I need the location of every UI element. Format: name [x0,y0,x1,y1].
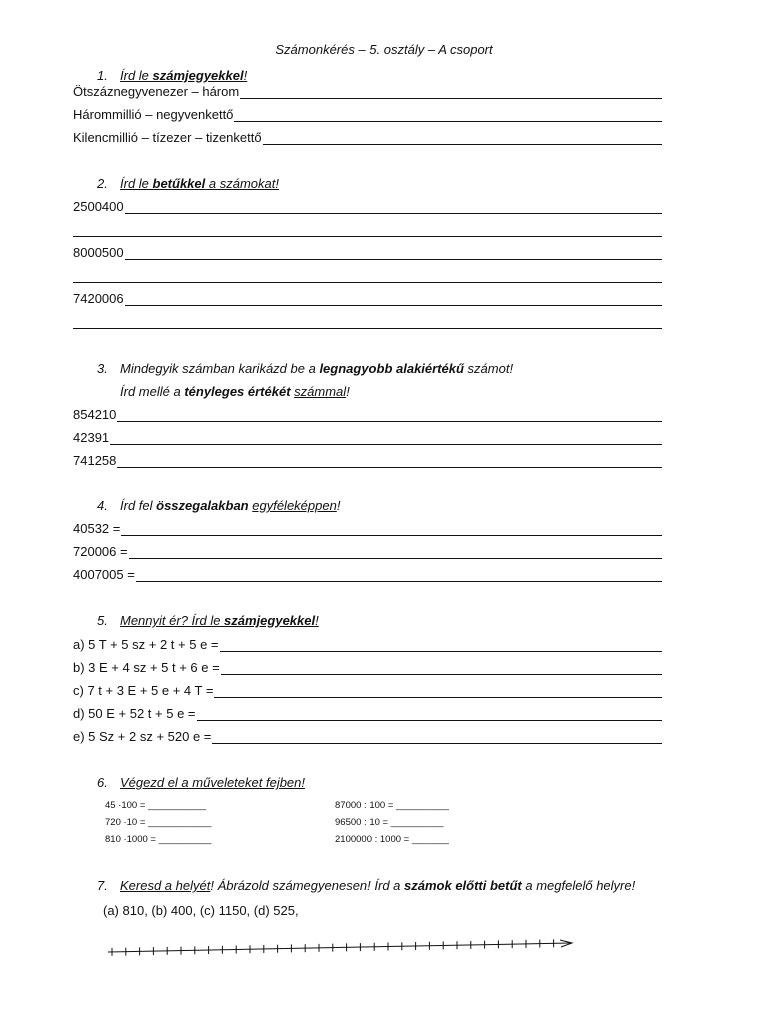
row-label: a) 5 T + 5 sz + 2 t + 5 e = [73,637,219,652]
calc-item[interactable]: 96500 : 10 = __________ [335,817,444,828]
section-3-subtitle [120,384,350,399]
answer-line[interactable] [73,328,662,329]
instruction-underline: Keresd a helyét [120,878,211,893]
instruction-text: Írd le [120,68,153,83]
instruction-text: számot! [463,361,514,376]
instruction-text: a számokat! [205,176,279,191]
instruction-text: a megfelelő helyre! [521,878,636,893]
row-label: 720006 = [73,544,128,559]
row-label: 40532 = [73,521,121,536]
number-line[interactable] [0,935,768,965]
instruction-emphasis: számjegyekkel [224,613,316,628]
row-label: e) 5 Sz + 2 sz + 520 e = [73,729,212,744]
answer-line[interactable] [125,201,662,214]
row-label: b) 3 E + 4 sz + 5 t + 6 e = [73,660,220,675]
answer-row[interactable] [73,705,662,721]
answer-row[interactable] [73,659,662,675]
answer-row[interactable] [73,566,662,582]
section-7-title [97,878,635,893]
answer-row[interactable] [73,543,662,559]
calc-item[interactable]: 45 ·100 = ___________ [105,800,207,811]
answer-line[interactable] [121,523,662,536]
instruction-text: Írd mellé a [120,384,185,399]
row-label: Ötszáznegyvenezer – három [73,84,240,99]
section-6-title [97,775,305,790]
row-label: 4007005 = [73,567,135,582]
answer-line[interactable] [214,685,662,698]
row-label: Hárommillió – negyvenkettő [73,107,234,122]
answer-line[interactable] [220,639,662,652]
answer-row[interactable] [73,198,662,214]
answer-line[interactable] [117,455,662,468]
answer-row[interactable] [73,106,662,122]
row-label: d) 50 E + 52 t + 5 e = [73,706,196,721]
row-label: c) 7 t + 3 E + 5 e + 4 T = [73,683,214,698]
section-number: 7. [97,878,108,893]
instruction-text: Mindegyik számban karikázd be a [120,361,320,376]
answer-line[interactable] [197,708,662,721]
answer-row[interactable] [73,290,662,306]
calc-item[interactable]: 720 ·10 = ____________ [105,817,212,828]
instruction-text: ! [315,613,319,628]
instruction-underline: egyféleképpen [252,498,337,513]
page-title: Számonkérés – 5. osztály – A csoport [275,42,493,57]
section-2-title [97,176,279,191]
answer-line[interactable] [110,432,662,445]
instruction-text: Mennyit ér? Írd le [120,613,225,628]
instruction-emphasis: összegalakban [156,498,249,513]
answer-line[interactable] [129,546,662,559]
row-label: 741258 [73,453,117,468]
answer-line[interactable] [221,662,662,675]
section-5-title [97,613,319,628]
section-number: 1. [97,68,108,83]
instruction-emphasis: tényleges értékét [184,384,291,399]
section-1-title [97,68,247,83]
calc-item[interactable]: 810 ·1000 = __________ [105,834,212,845]
instruction-emphasis: betűkkel [152,176,206,191]
answer-row[interactable] [73,636,662,652]
section-3-title [97,361,513,376]
instruction-text: ! Ábrázold számegyenesen! Írd a [210,878,405,893]
section-number: 4. [97,498,108,513]
instruction-emphasis: számok előtti betűt [404,878,522,893]
instruction-underline: számmal [294,384,347,399]
answer-line[interactable] [136,569,662,582]
calc-item[interactable]: 87000 : 100 = __________ [335,800,449,811]
row-label: Kilencmillió – tízezer – tizenkettő [73,130,262,145]
answer-line[interactable] [73,236,662,237]
answer-line[interactable] [117,409,662,422]
answer-line[interactable] [125,247,662,260]
instruction-text: Írd fel [120,498,157,513]
calc-item[interactable]: 2100000 : 1000 = _______ [335,834,449,845]
row-label: 42391 [73,430,110,445]
answer-line[interactable] [240,86,662,99]
section-number: 6. [97,775,108,790]
number-line-group [108,939,572,956]
section-number: 5. [97,613,108,628]
answer-line[interactable] [263,132,662,145]
answer-line[interactable] [73,282,662,283]
row-label: 854210 [73,407,117,422]
instruction-text: ! [336,498,341,513]
answer-row[interactable] [73,520,662,536]
instruction-emphasis: számjegyekkel [152,68,244,83]
row-label: 8000500 [73,245,124,260]
instruction-text: Végezd el a műveleteket fejben! [120,775,306,790]
answer-row[interactable] [73,406,662,422]
answer-line[interactable] [212,731,662,744]
section-number: 3. [97,361,108,376]
answer-row[interactable] [73,429,662,445]
answer-row[interactable] [73,728,662,744]
section-number: 2. [97,176,108,191]
instruction-text: Írd le [120,176,153,191]
row-label: 2500400 [73,199,124,214]
answer-line[interactable] [125,293,662,306]
answer-row[interactable] [73,83,662,99]
instruction-text: ! [346,384,350,399]
row-label: 7420006 [73,291,124,306]
answer-row[interactable] [73,452,662,468]
answer-row[interactable] [73,129,662,145]
answer-row[interactable] [73,682,662,698]
instruction-emphasis: legnagyobb alakiértékű [319,361,464,376]
number-values: (a) 810, (b) 400, (c) 1150, (d) 525, [103,903,299,918]
instruction-text: ! [243,68,248,83]
answer-row[interactable] [73,244,662,260]
answer-line[interactable] [234,109,662,122]
number-line-axis [108,943,570,952]
section-4-title [97,498,340,513]
